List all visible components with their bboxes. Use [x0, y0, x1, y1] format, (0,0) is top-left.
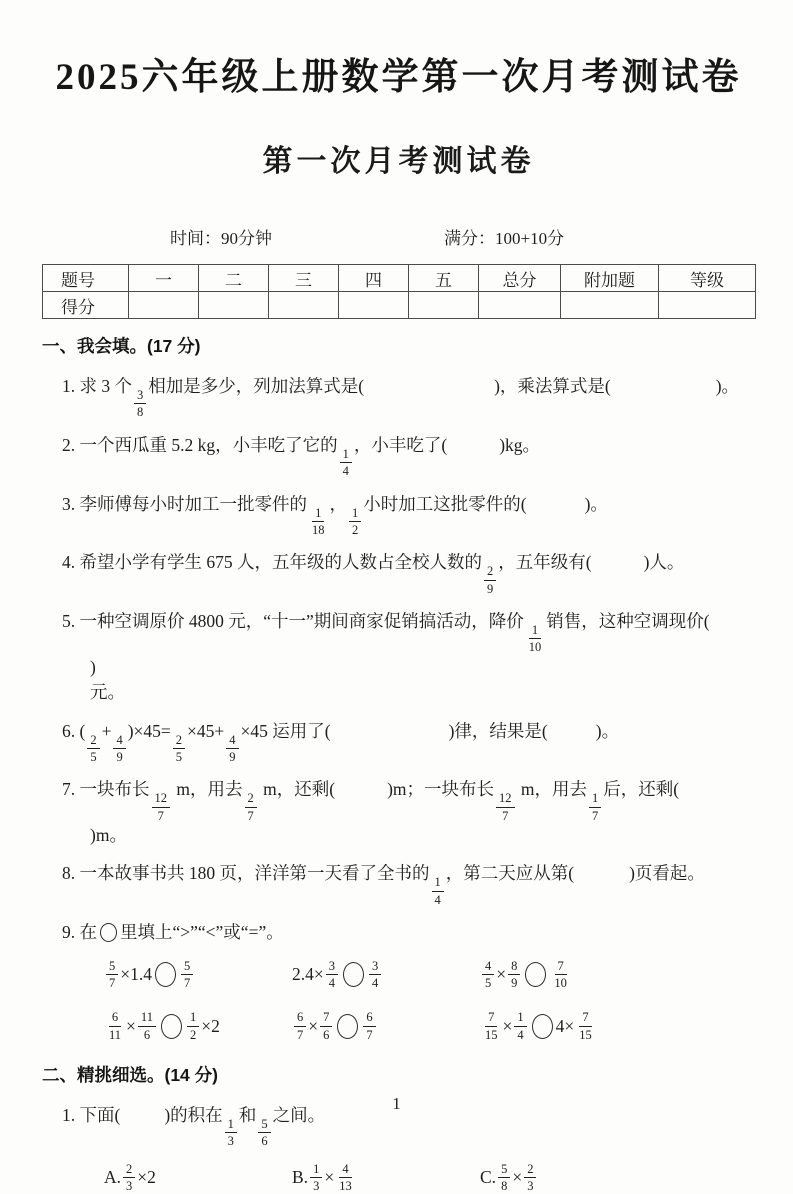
comparison-item: $\frac{4}{5}$ × $\frac{8}{9}$ $\frac{7}{10}$ — [480, 959, 572, 991]
comparison-circle — [343, 962, 364, 987]
comparison-circle — [100, 923, 117, 942]
fraction: $\frac{1}{2}$ — [349, 506, 361, 538]
section1-heading: 一、我会填。(17 分) — [42, 336, 201, 356]
answer-blank — [364, 391, 494, 392]
comparison-circle — [161, 1014, 182, 1039]
fraction: $\frac{1}{3}$ — [225, 1117, 237, 1149]
option-b: B. $\frac{1}{3}$ × $\frac{4}{13}$ — [292, 1162, 480, 1194]
question-6: 6. ( $\frac{2}{5}$ + $\frac{4}{9}$ )×45= $\frac{2}{5}$ ×45+ $\frac{4}{9}$ ×45 运用了( )律，结果是( )。 — [62, 720, 620, 764]
comparison-item: 2.4× $\frac{3}{4}$ $\frac{3}{4}$ — [292, 959, 480, 991]
score-cell-empty — [479, 292, 561, 319]
fraction: $\frac{1}{2}$ — [187, 1010, 199, 1042]
comparison-row-1 — [104, 959, 755, 991]
page-number: 1 — [392, 1094, 401, 1113]
question-7: 7. 一块布长 $\frac{12}{7}$ m，用去 $\frac{2}{7}$ m，还剩( )m；一块布长 $\frac{12}{7}$ m，用去 $\frac{1}{7}$ 后，还剩()m。 — [62, 777, 755, 848]
fraction: $\frac{2}{3}$ — [123, 1162, 135, 1194]
fraction: $\frac{4}{9}$ — [226, 733, 238, 765]
question-4: 4. 希望小学有学生 675 人，五年级的人数占全校人数的 $\frac{2}{9}$ ，五年级有( )人。 — [62, 552, 685, 596]
comparison-item: $\frac{7}{15}$ × $\frac{1}{4}$ 4× $\frac{7}{15}$ — [480, 1010, 597, 1042]
answer-blank — [120, 1120, 164, 1121]
fraction: $\frac{5}{7}$ — [106, 959, 118, 991]
answer-blank — [447, 450, 499, 451]
fraction: $\frac{1}{7}$ — [589, 791, 601, 823]
fraction: $\frac{6}{7}$ — [363, 1010, 375, 1042]
answer-blank — [679, 794, 731, 795]
fraction: $\frac{11}{6}$ — [138, 1010, 156, 1042]
fraction: $\frac{2}{5}$ — [173, 733, 185, 765]
comparison-item: $\frac{5}{7}$ ×1.4 $\frac{5}{7}$ — [104, 959, 292, 991]
page-title: 2025六年级上册数学第一次月考测试卷 — [55, 57, 742, 98]
fraction: $\frac{12}{7}$ — [152, 791, 171, 823]
fraction: $\frac{4}{13}$ — [339, 1161, 352, 1194]
fraction: $\frac{7}{6}$ — [320, 1010, 332, 1042]
score-table-header-cell: 总分 — [479, 265, 561, 292]
answer-blank — [592, 567, 644, 568]
page-subtitle: 第一次月考测试卷 — [262, 145, 535, 178]
fraction: $\frac{1}{4}$ — [340, 447, 352, 479]
score-cell-empty — [339, 292, 409, 319]
question-1: 1. 求 3 个 $\frac{3}{8}$ 相加是多少，列加法算式是( )，乘法算式是( )。 — [62, 376, 740, 420]
fraction: $\frac{5}{6}$ — [258, 1117, 270, 1149]
score-cell-empty — [409, 292, 479, 319]
fraction: $\frac{4}{5}$ — [482, 959, 494, 991]
fraction: $\frac{3}{8}$ — [134, 388, 146, 420]
option-c: C. $\frac{5}{8}$ × $\frac{2}{3}$ — [480, 1162, 538, 1194]
fraction: $\frac{7}{10}$ — [554, 958, 567, 990]
fraction: $\frac{8}{9}$ — [508, 959, 520, 991]
answer-blank — [710, 626, 754, 627]
comparison-item: $\frac{6}{7}$ × $\frac{7}{6}$ $\frac{6}{7}$ — [292, 1010, 480, 1042]
option-a: A. $\frac{2}{3}$ ×2 — [104, 1161, 156, 1194]
comparison-circle — [155, 962, 176, 987]
question-2: 2. 一个西瓜重 5.2 kg，小丰吃了它的 $\frac{1}{4}$ ，小丰吃了( )kg。 — [62, 434, 541, 479]
score-table-header-cell: 一 — [129, 265, 199, 292]
fraction: $\frac{5}{7}$ — [181, 959, 193, 991]
comparison-circle — [525, 962, 546, 987]
fraction: $\frac{6}{11}$ — [109, 1010, 122, 1042]
score-cell-empty — [561, 292, 659, 319]
comparison-circle — [337, 1014, 358, 1039]
fraction: $\frac{6}{7}$ — [294, 1010, 306, 1042]
fraction: $\frac{7}{15}$ — [485, 1010, 498, 1042]
fraction: $\frac{4}{9}$ — [113, 733, 125, 765]
score-table — [42, 264, 756, 319]
answer-blank — [574, 878, 629, 879]
exam-info-row — [42, 224, 755, 249]
fraction: $\frac{1}{4}$ — [514, 1010, 526, 1042]
section2-question-1: 1. 下面( )的积在 $\frac{1}{3}$ 和 $\frac{5}{6}$ 之间。 — [62, 1105, 326, 1149]
score-cell-empty — [269, 292, 339, 319]
fraction: $\frac{1}{4}$ — [432, 875, 444, 907]
score-cell-empty — [129, 292, 199, 319]
comparison-circle — [532, 1014, 553, 1039]
comparison-item: $\frac{6}{11}$ × $\frac{11}{6}$ $\frac{1}{2}$ ×2 — [104, 1010, 292, 1042]
fraction: $\frac{2}{7}$ — [245, 791, 257, 823]
score-table-header-cell: 四 — [339, 265, 409, 292]
comparison-row-2 — [104, 1010, 755, 1042]
fraction: $\frac{2}{5}$ — [87, 733, 99, 765]
score-table-score-row — [43, 292, 756, 319]
fraction: $\frac{3}{4}$ — [326, 959, 338, 991]
score-row-label: 得分 — [43, 292, 129, 319]
answer-blank — [611, 391, 716, 392]
answer-blank — [548, 736, 596, 737]
score-cell-empty — [199, 292, 269, 319]
fraction: $\frac{5}{8}$ — [498, 1162, 510, 1194]
answer-blank — [331, 736, 449, 737]
score-table-header-cell: 五 — [409, 265, 479, 292]
question-8: 8. 一本故事书共 180 页，洋洋第一天看了全书的 $\frac{1}{4}$ ，第二天应从第( )页看起。 — [62, 863, 705, 907]
answer-blank — [527, 509, 585, 510]
fraction: $\frac{1}{18}$ — [312, 505, 325, 537]
time-info: 时间：90分钟 — [170, 229, 272, 248]
question-3: 3. 李师傅每小时加工一批零件的 $\frac{1}{18}$ ， $\frac{1}{2}$ 小时加工这批零件的( )。 — [62, 493, 608, 537]
score-cell-empty — [659, 292, 756, 319]
fraction: $\frac{3}{4}$ — [369, 959, 381, 991]
fraction: $\frac{12}{7}$ — [496, 791, 515, 823]
score-table-header-cell: 题号 — [43, 265, 129, 292]
fraction: $\frac{2}{3}$ — [524, 1162, 536, 1194]
fraction: $\frac{1}{3}$ — [310, 1162, 322, 1194]
section2-question-1-options — [104, 1162, 755, 1194]
question-9: 9. 在 里填上“>”“<”或“=”。 — [62, 922, 284, 943]
fraction: $\frac{1}{10}$ — [528, 623, 542, 655]
full-score-info: 满分：100+10分 — [444, 229, 565, 248]
fraction: $\frac{2}{9}$ — [484, 564, 496, 596]
score-table-header-cell: 附加题 — [561, 265, 659, 292]
score-table-header-cell: 等级 — [659, 265, 756, 292]
score-table-header-cell: 三 — [269, 265, 339, 292]
score-table-header-cell: 二 — [199, 265, 269, 292]
section2-heading: 二、精挑细选。(14 分) — [42, 1065, 218, 1085]
score-table-header-row — [43, 265, 756, 292]
question-5: 5. 一种空调原价 4800 元，“十一”期间商家促销搞活动，降价 $\frac{1}{10}$ 销售，这种空调现价() 元。 — [62, 609, 755, 706]
fraction: $\frac{7}{15}$ — [579, 1010, 592, 1042]
answer-blank — [335, 794, 387, 795]
